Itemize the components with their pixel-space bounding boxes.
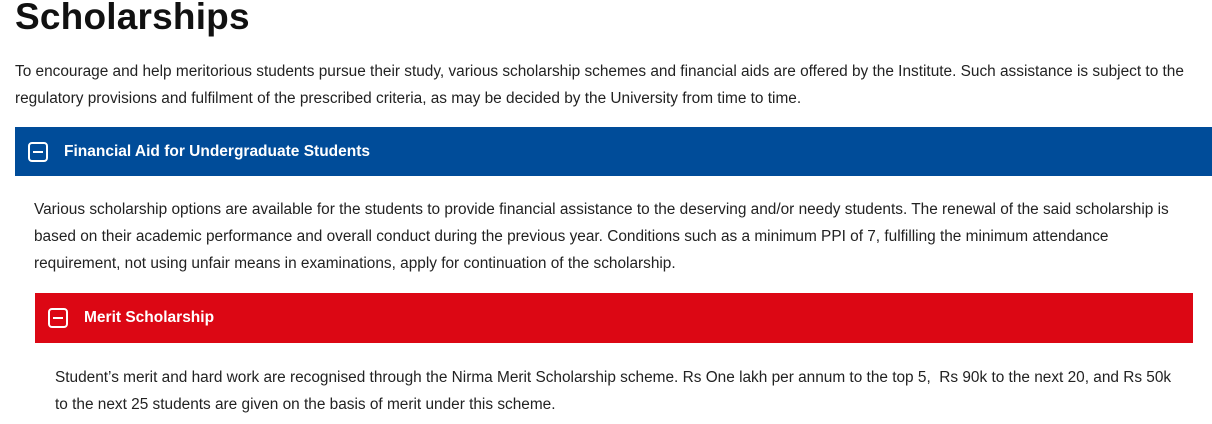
financial-aid-accordion-body: Various scholarship options are available for the students to provide financial assistance to the deserving and/or needy students. The renewal of the said scholarship is based on their academic performance and overall conduct during the previous year. Conditions such as a minimum PPI of 7, fulfilling the minimum attendance requirement, not using unfair means in examinations, apply for continuation of the scholarship. [34,201,1169,272]
financial-aid-accordion-header[interactable] [15,127,1212,176]
financial-aid-accordion-title: Financial Aid for Undergraduate Students [64,142,371,160]
minus-square-icon[interactable] [28,142,48,162]
merit-scholarship-accordion-header[interactable] [35,293,1193,343]
merit-scholarship-accordion-title: Merit Scholarship [84,309,215,326]
page-title: Scholarships [15,0,250,37]
intro-paragraph: To encourage and help meritorious students pursue their study, various scholarship schemes and financial aids are offered by the Institute. Such assistance is subject to the regulatory provisions and fulfilment of the prescribed criteria, as may be decided by the University from time to time. [15,63,1184,107]
merit-scholarship-accordion-body: Student’s merit and hard work are recognised through the Nirma Merit Scholarship scheme. Rs One lakh per annum to the top 5, Rs 90k to the next 20, and Rs 50k to the next 25 students are given on the basis of merit under this scheme. [55,369,1176,413]
minus-square-icon[interactable] [48,308,68,328]
